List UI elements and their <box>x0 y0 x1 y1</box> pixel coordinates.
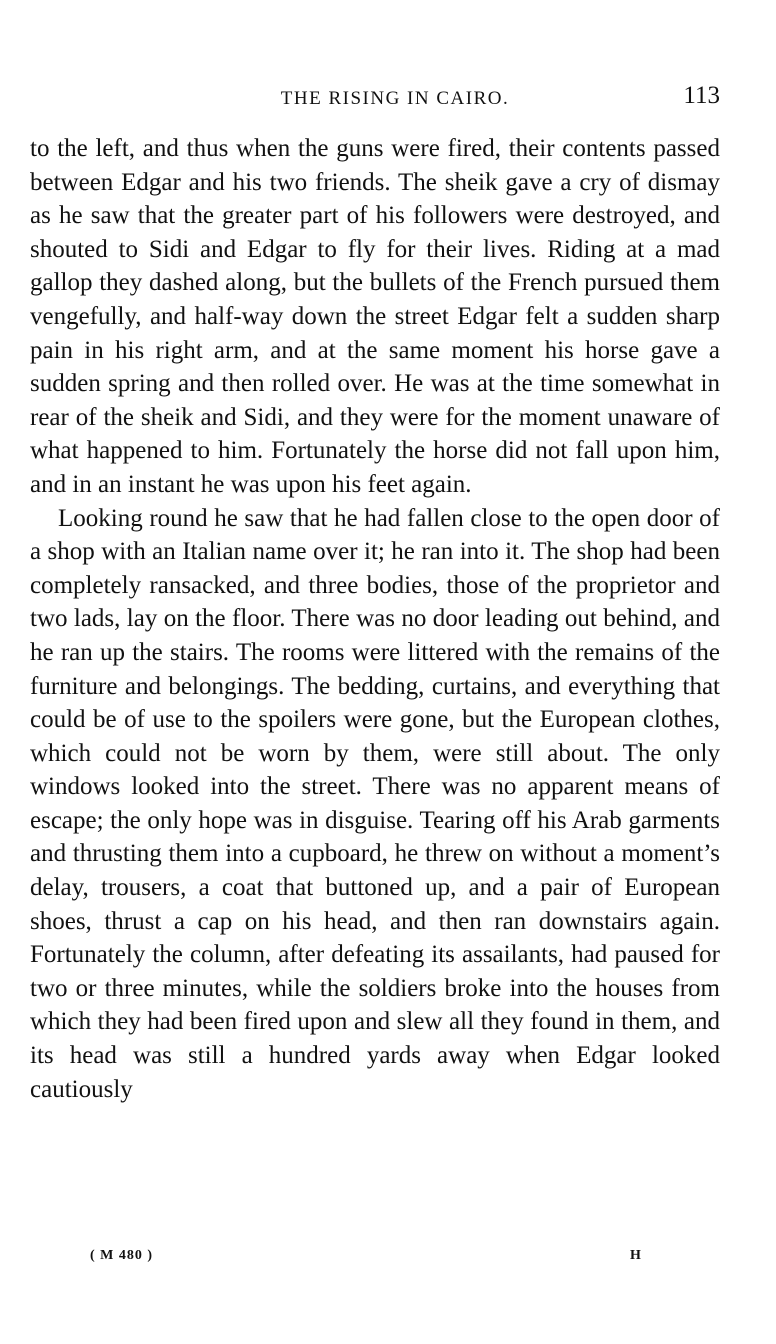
running-title: THE RISING IN CAIRO. <box>280 88 510 109</box>
running-head <box>30 82 720 114</box>
printer-signature-mark: ( M 480 ) <box>90 1248 154 1263</box>
body-text <box>30 132 720 1106</box>
gathering-letter: H <box>630 1248 641 1263</box>
page-number: 113 <box>683 82 720 109</box>
page-footer <box>30 1248 720 1270</box>
paragraph-continued: to the left, and thus when the guns were fired, their contents passed between Edgar and his two friends. The sheik gave a cry of dismay as he saw that the greater part of his followers were destroyed, and shouted to Sidi and Edgar to fly for their lives. Riding at a mad gallop they dashed along, but the bullets of the French pursued them vengefully, and half-way down the street Edgar felt a sudden sharp pain in his right arm, and at the same moment his horse gave a sudden spring and then rolled over. He was at the time somewhat in rear of the sheik and Sidi, and they were for the moment unaware of what happened to him. Fortunately the horse did not fall upon him, and in an instant he was upon his feet again. <box>30 135 720 498</box>
paragraph: Looking round he saw that he had fallen close to the open door of a shop with an Italian name over it; he ran into it. The shop had been completely ransacked, and three bodies, those of the proprietor and two lads, lay on the floor. There was no door leading out behind, and he ran up the stairs. The rooms were littered with the remains of the furniture and belongings. The bedding, curtains, and everything that could be of use to the spoilers were gone, but the European clothes, which could not be worn by them, were still about. The only windows looked into the street. There was no apparent means of escape; the only hope was in disguise. Tearing off his Arab garments and thrusting them into a cupboard, he threw on without a moment’s delay, trousers, a coat that buttoned up, and a pair of European shoes, thrust a cap on his head, and then ran downstairs again. Fortunately the column, after defeating its assailants, had paused for two or three minutes, while the soldiers broke into the houses from which they had been fired upon and slew all they found in them, and its head was still a hundred yards away when Edgar looked cautiously <box>30 504 720 1103</box>
